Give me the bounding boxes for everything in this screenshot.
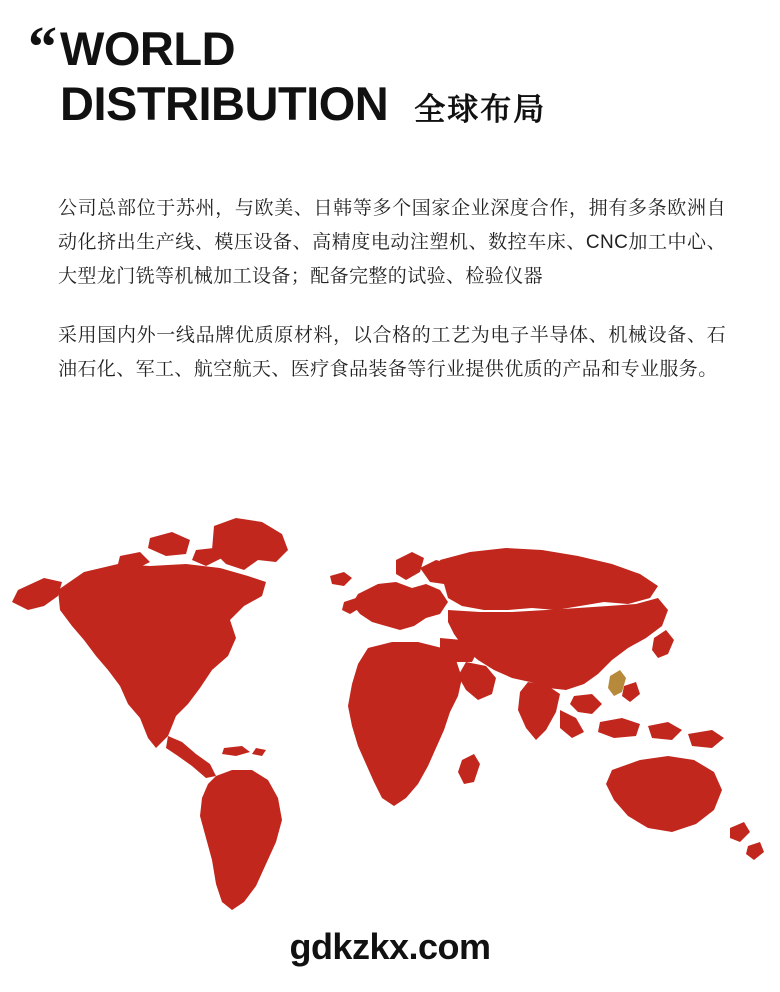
footer-website-url: gdkzkx.com: [289, 926, 491, 967]
map-landmasses: [12, 518, 764, 910]
page-title-line2: DISTRIBUTION: [60, 76, 389, 130]
body-copy: [58, 192, 726, 387]
world-map: [0, 498, 780, 928]
page-title-line1: WORLD: [60, 22, 236, 75]
paragraph-company-overview: 公司总部位于苏州，与欧美、日韩等多个国家企业深度合作，拥有多条欧洲自动化挤出生产线、模压设备、高精度电动注塑机、数控车床、CNC加工中心、大型龙门铣等机械加工设备；配备完整的试验、检验仪器: [58, 198, 726, 287]
page-title-chinese: 全球布局: [414, 91, 547, 127]
quote-mark-icon: “: [28, 14, 55, 79]
heading-block: [26, 14, 746, 132]
title-lines: [26, 22, 746, 132]
paragraph-materials-services: 采用国内外一线品牌优质原材料，以合格的工艺为电子半导体、机械设备、石油石化、军工、航空航天、医疗食品装备等行业提供优质的产品和专业服务。: [58, 325, 726, 381]
title-row-secondary: [60, 77, 746, 132]
